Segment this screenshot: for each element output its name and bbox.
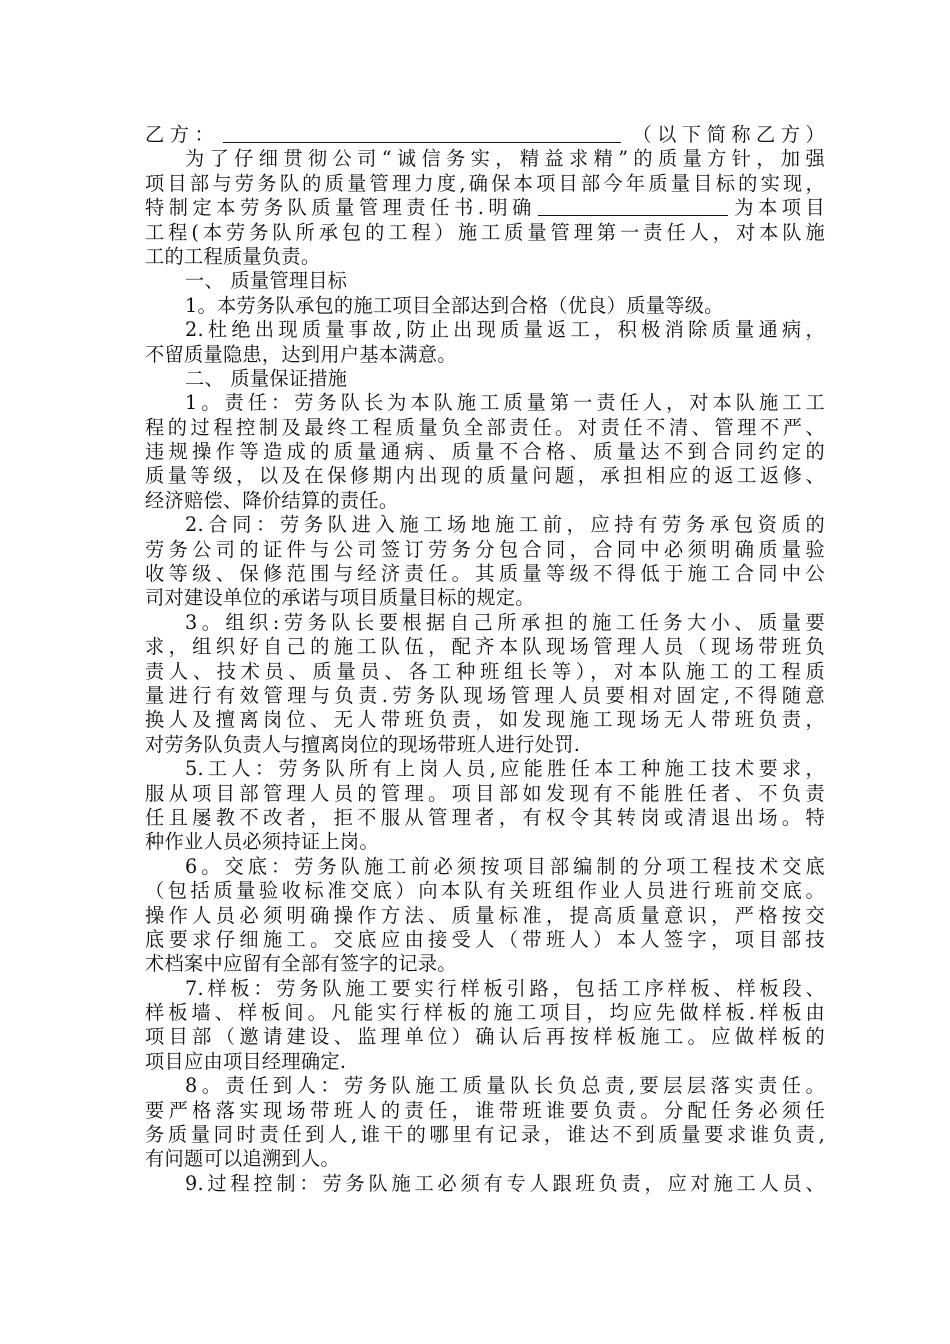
measure-item: [145, 977, 825, 1075]
measure-line: 3。组织:劳务队长要根据自己所承担的施工任务大小、质量要: [185, 610, 825, 634]
measure-line: 经济赔偿、降价结算的责任。: [145, 488, 399, 512]
intro-line-start: 特制定本劳务队质量管理责任书.明确: [145, 196, 536, 220]
goal-item-2: [145, 318, 825, 367]
goal-item-1: 1。本劳务队承包的施工项目全部达到合格（优良）质量等级。: [185, 293, 724, 317]
measure-line: 劳务公司的证件与公司签订劳务分包合同，合同中必须明确质量验: [145, 537, 825, 561]
measure-line: 服从项目部管理人员的管理。项目部如发现有不能胜任者、不负责: [145, 781, 825, 805]
measure-line: （包括质量验收标准交底）向本队有关班组作业人员进行班前交底。: [145, 879, 825, 903]
measure-line: 9.过程控制：劳务队施工必须有专人跟班负责，应对施工人员、: [185, 1171, 825, 1195]
party-b-line: [145, 123, 825, 147]
measure-line: 7.样板：劳务队施工要实行样板引路，包括工序样板、样板段、: [185, 976, 825, 1000]
responsible-person-blank[interactable]: [538, 197, 728, 216]
intro-paragraph: [145, 147, 825, 269]
measure-line: 8。责任到人：劳务队施工质量队长负总责,要层层落实责任。: [185, 1074, 825, 1098]
measure-item: [145, 855, 825, 977]
party-b-suffix: （以下简称乙方）: [627, 123, 825, 146]
measure-line: 6。交底：劳务队施工前必须按项目部编制的分项工程技术交底: [185, 854, 825, 878]
measure-line: 收等级、保修范围与经济责任。其质量等级不得低于施工合同中公: [145, 562, 825, 586]
measure-item: [145, 1074, 825, 1172]
measure-line: 求，组织好自己的施工队伍，配齐本队现场管理人员（现场带班负: [145, 635, 825, 659]
section-heading-goals: 一、 质量管理目标: [185, 269, 348, 293]
document-page: [145, 123, 825, 1196]
measure-line: 项目部（邀请建设、监理单位）确认后再按样板施工。应做样板的: [145, 1025, 825, 1049]
measure-line: 项目应由项目经理确定.: [145, 1049, 347, 1073]
measure-line: 程的过程控制及最终工程质量负全部责任。对责任不清、管理不严、: [145, 415, 825, 439]
measure-line: 换人及擅离岗位、无人带班负责，如发现施工现场无人带班负责，: [145, 708, 825, 732]
intro-line: 工的工程质量负责。: [145, 244, 321, 268]
measures-list: [145, 391, 825, 1196]
party-b-blank[interactable]: [223, 124, 621, 143]
measure-line: 样板墙、样板间。凡能实行样板的施工项目，均应先做样板.样板由: [145, 1001, 825, 1025]
intro-line: [145, 196, 825, 220]
section-heading-measures: 二、 质量保证措施: [185, 366, 348, 390]
measure-line: 质量等级，以及在保修期内出现的质量问题，承担相应的返工返修、: [145, 464, 825, 488]
measure-line: 2.合同：劳务队进入施工场地施工前，应持有劳务承包资质的: [185, 513, 825, 537]
measure-line: 种作业人员必须持证上岗。: [145, 830, 379, 854]
measure-line: 责人、技术员、质量员、各工种班组长等），对本队施工的工程质: [145, 659, 825, 683]
party-b-label: 乙方：: [145, 123, 220, 146]
measure-line: 1。责任：劳务队长为本队施工质量第一责任人，对本队施工工: [185, 391, 825, 415]
measure-item: [145, 1172, 825, 1196]
measure-item: [145, 513, 825, 611]
goal-item-line: 2.杜绝出现质量事故,防止出现质量返工，积极消除质量通病，: [185, 318, 825, 342]
measure-line: 司对建设单位的承诺与项目质量目标的规定。: [145, 586, 535, 610]
measure-line: 量进行有效管理与负责.劳务队现场管理人员要相对固定,不得随意: [145, 683, 825, 707]
intro-line: 工程(本劳务队所承包的工程）施工质量管理第一责任人，对本队施: [145, 220, 825, 244]
goal-item-line: 不留质量隐患，达到用户基本满意。: [145, 342, 457, 366]
intro-line: 项目部与劳务队的质量管理力度,确保本项目部今年质量目标的实现，: [145, 171, 825, 195]
measure-line: 务质量同时责任到人,谁干的哪里有记录，谁达不到质量要求谁负责,: [145, 1123, 825, 1147]
measure-item: [145, 391, 825, 513]
intro-line-end: 为本项目: [729, 196, 826, 220]
measure-item: [145, 611, 825, 757]
measure-line: 任且屡教不改者，拒不服从管理者，有权令其转岗或清退出场。特: [145, 805, 825, 829]
measure-line: 违规操作等造成的质量通病、质量不合格、质量达不到合同约定的: [145, 440, 825, 464]
measure-line: 操作人员必须明确操作方法、质量标准，提高质量意识，严格按交: [145, 903, 825, 927]
measure-line: 底要求仔细施工。交底应由接受人（带班人）本人签字，项目部技: [145, 927, 825, 951]
measure-line: 有问题可以追溯到人。: [145, 1147, 340, 1171]
measure-line: 要严格落实现场带班人的责任，谁带班谁要负责。分配任务必须任: [145, 1098, 825, 1122]
intro-line: 为了仔细贯彻公司“诚信务实，精益求精”的质量方针，加强: [185, 147, 825, 171]
measure-line: 5.工人：劳务队所有上岗人员,应能胜任本工种施工技术要求，: [185, 757, 825, 781]
measure-item: [145, 757, 825, 855]
measure-line: 术档案中应留有全部有签字的记录。: [145, 952, 457, 976]
measure-line: 对劳务队负责人与擅离岗位的现场带班人进行处罚.: [145, 732, 581, 756]
